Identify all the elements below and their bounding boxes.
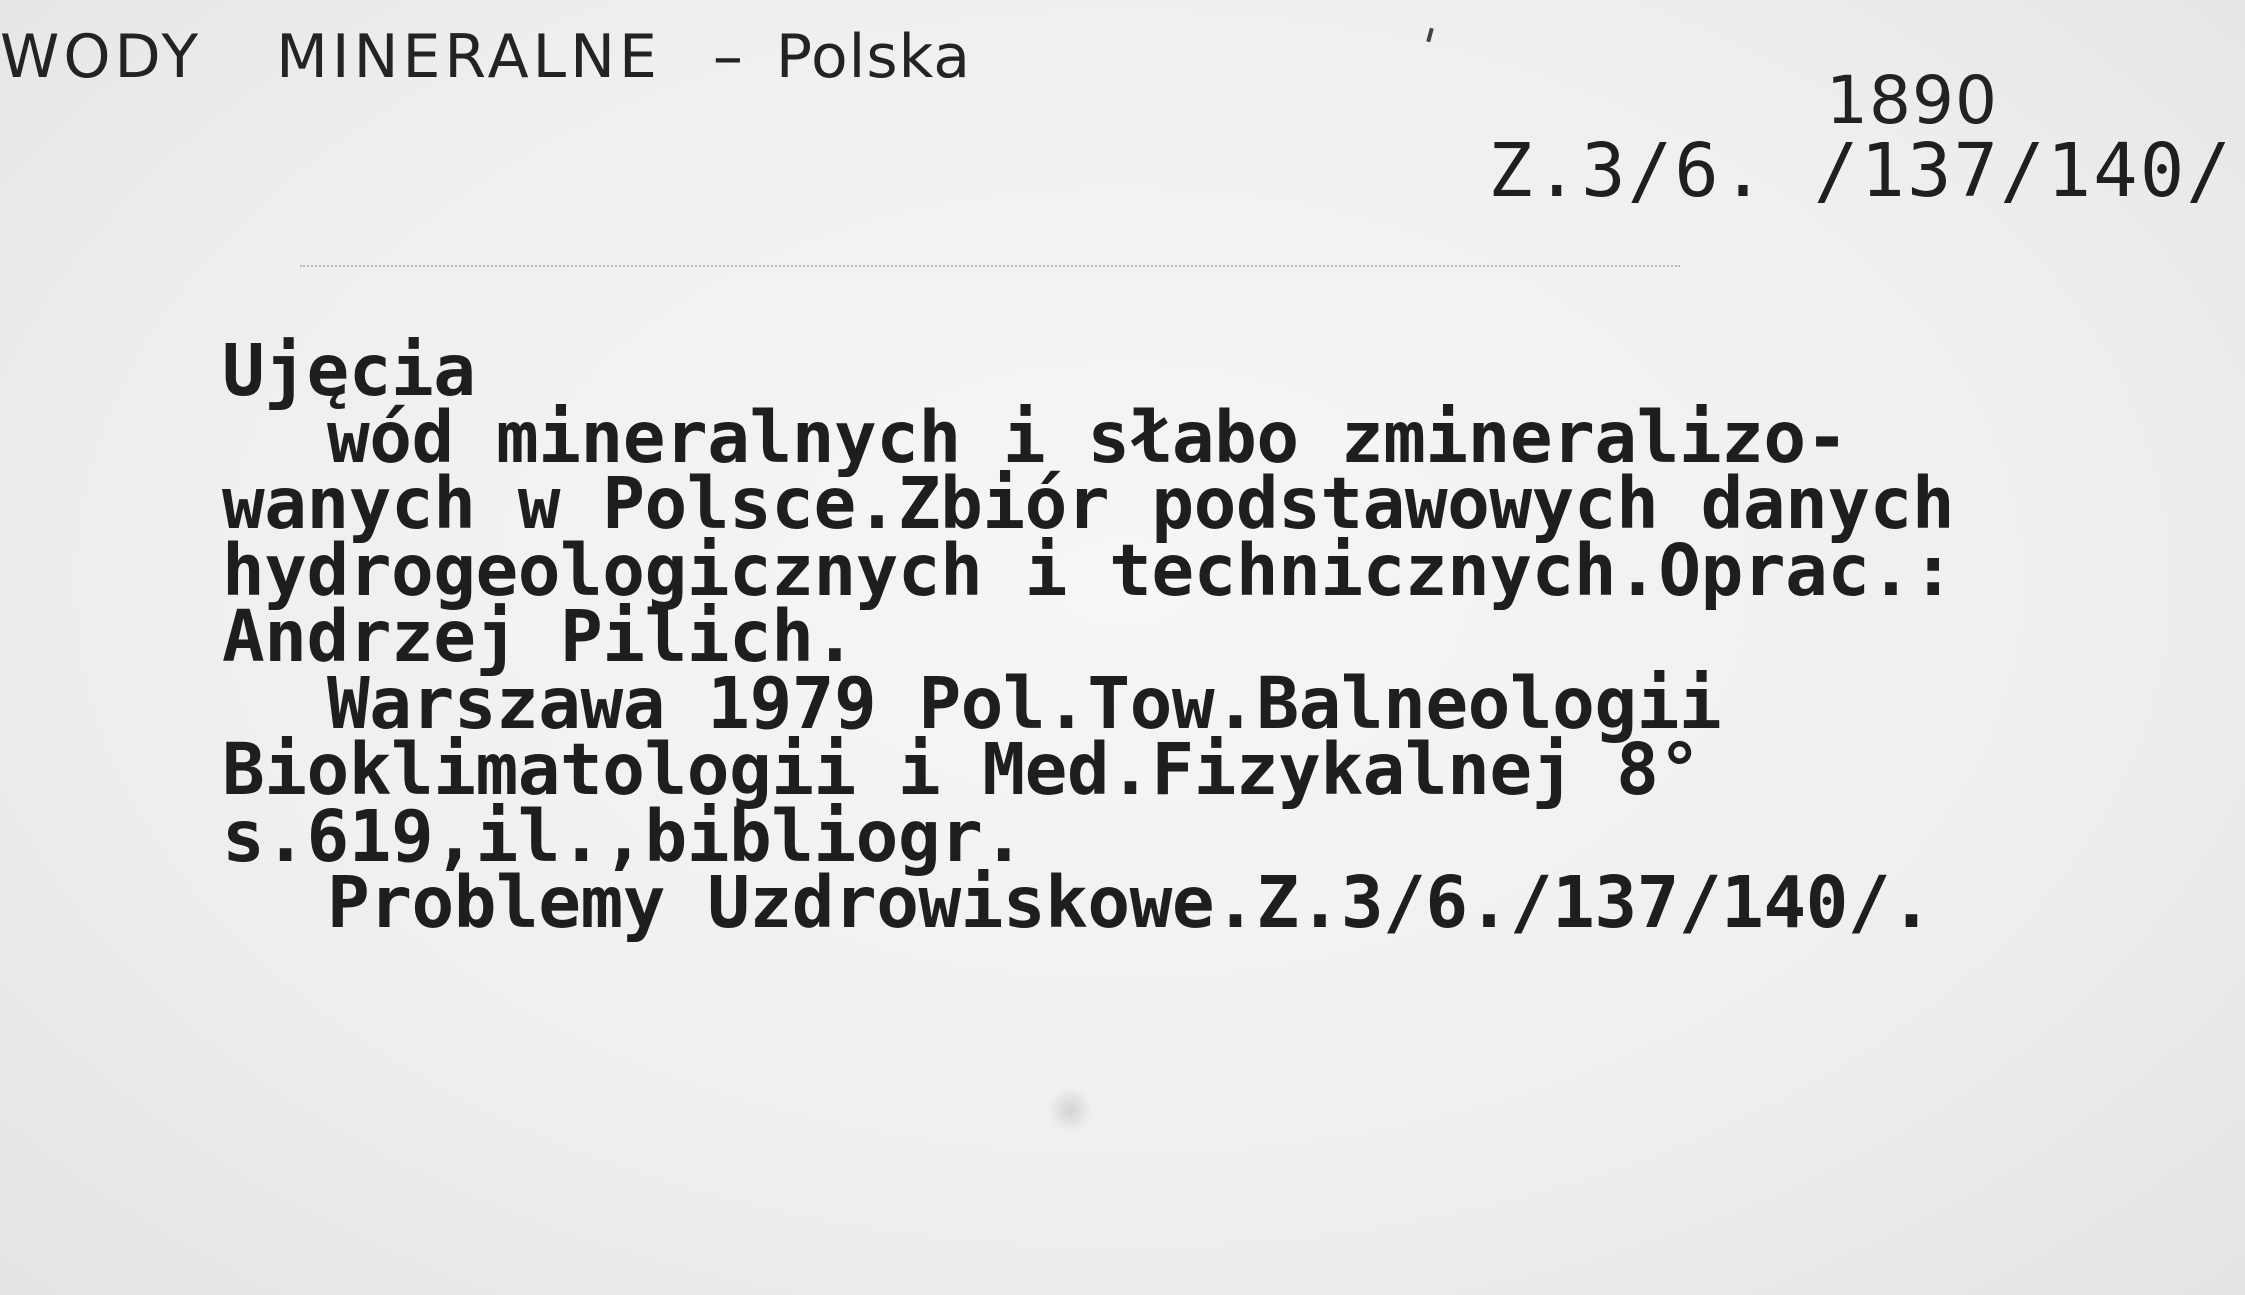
entry-collation: s.619,il.,bibliogr. [222, 794, 1025, 878]
entry-title-line: wód mineralnych i słabo zmineralizo- [327, 395, 1848, 479]
entry-title-line: wanych w Polsce.Zbiór podstawowych danych [222, 462, 1955, 545]
ink-mark [1426, 28, 1433, 43]
bibliographic-entry [222, 329, 2232, 944]
entry-series: Problemy Uzdrowiskowe.Z.3/6./137/140/. [327, 861, 1933, 944]
shelfmark: Z.3/6. /137/140/ [1488, 128, 2233, 214]
subject-word-1: WODY [0, 22, 203, 92]
entry-title-line: hydrogeologicznych i technicznych.Oprac.: [222, 528, 1955, 612]
subject-heading [0, 22, 971, 92]
entry-imprint-line: Bioklimatologii i Med.Fizykalnej 8° [222, 728, 1701, 811]
entry-imprint-line: Warszawa 1979 Pol.Tow.Balneologii [327, 661, 1722, 745]
paper-smudge [1050, 1085, 1090, 1135]
subject-region: Polska [775, 22, 972, 92]
card-number: 1890 [1826, 62, 1998, 139]
subject-word-2: MINERALNE [276, 22, 661, 92]
heading-dash: – [712, 22, 746, 92]
entry-title-head: Ujęcia [222, 329, 476, 412]
entry-author-line: Andrzej Pilich. [222, 595, 856, 678]
divider-rule [300, 265, 1680, 267]
